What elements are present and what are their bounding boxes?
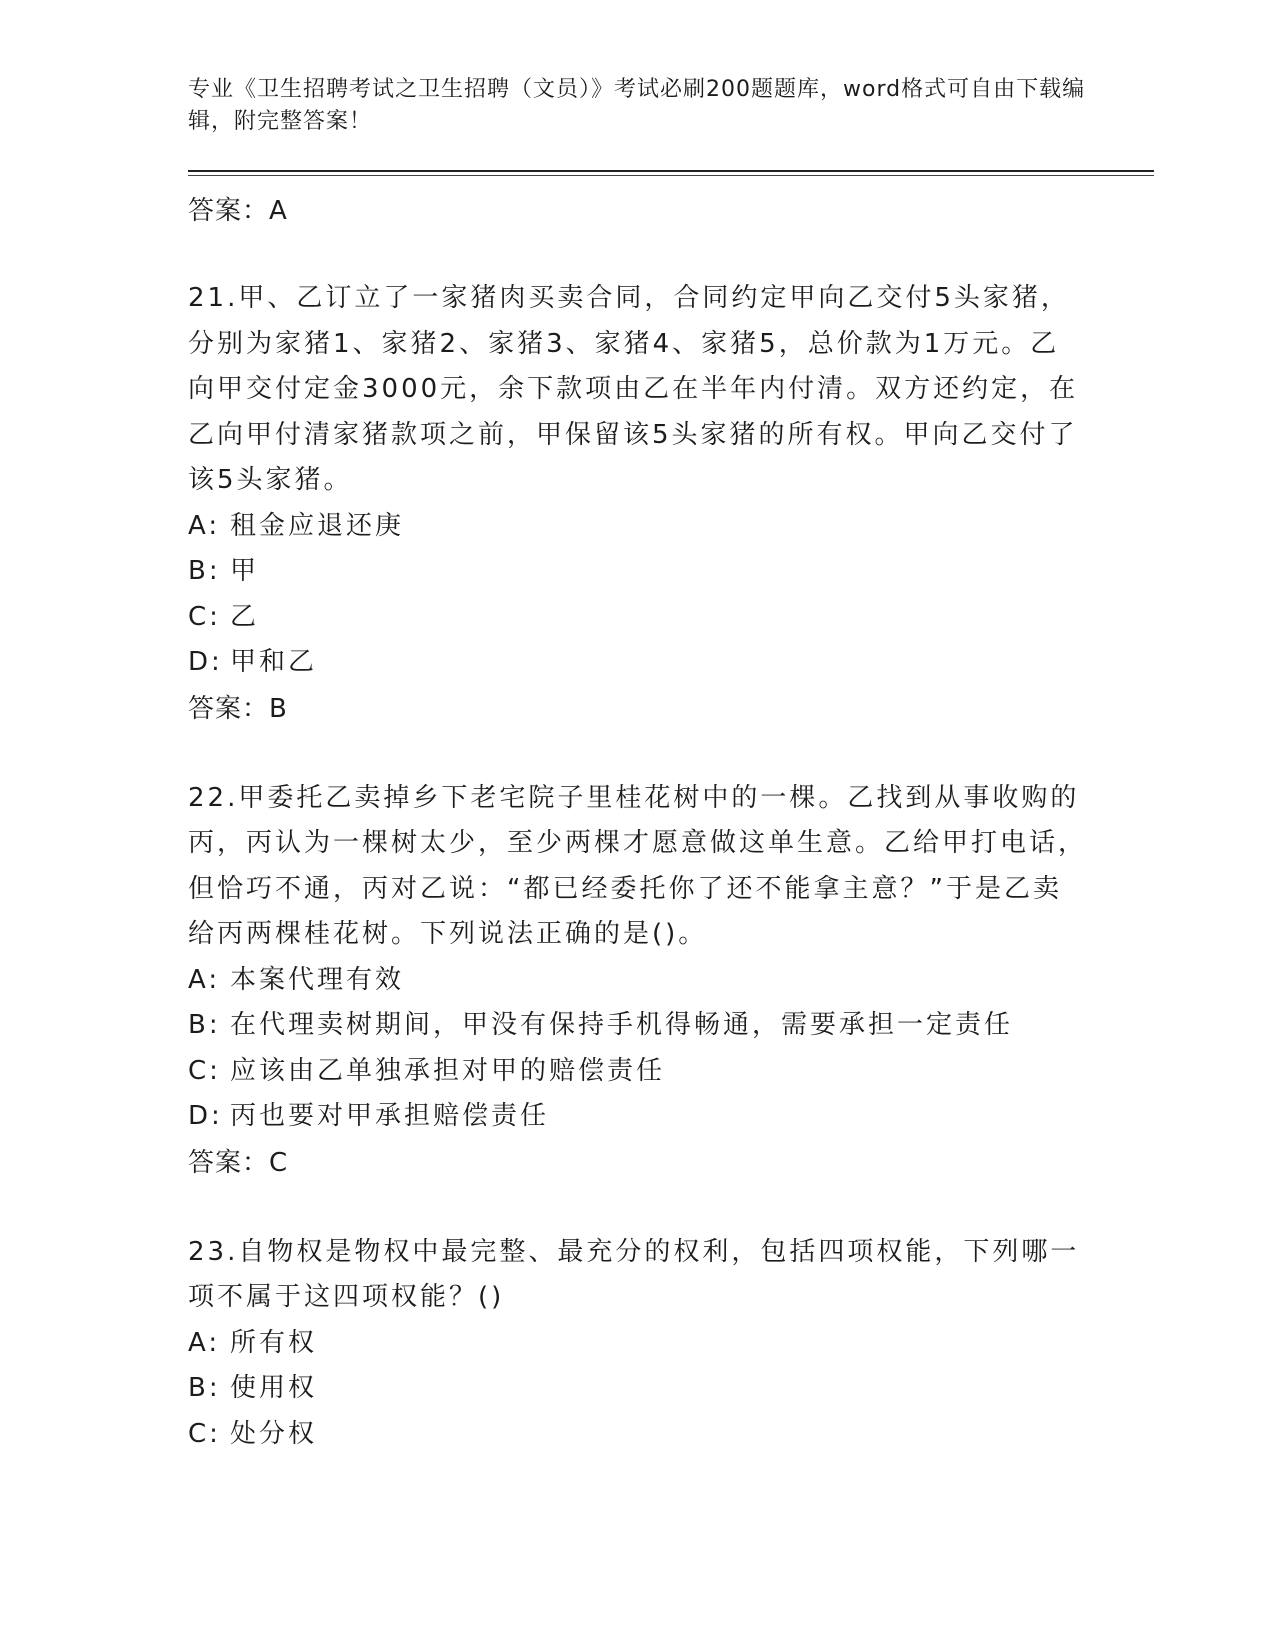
answer-label: 答案：B xyxy=(188,693,288,724)
option-text: 甲和乙 xyxy=(230,647,318,677)
option-b xyxy=(188,1366,1088,1412)
option-letter: B: xyxy=(188,1010,221,1040)
option-c xyxy=(188,1412,1088,1458)
option-letter: D: xyxy=(188,1101,223,1131)
option-b xyxy=(188,1003,1088,1049)
header-divider-thin xyxy=(188,175,1154,176)
option-text: 丙也要对甲承担赔偿责任 xyxy=(230,1101,550,1131)
option-text: 应该由乙单独承担对甲的赔偿责任 xyxy=(230,1055,666,1086)
option-d xyxy=(188,1094,1088,1140)
document-header-title: 专业《卫生招聘考试之卫生招聘（文员）》考试必刷200题题库，word格式可自由下载编辑，附完整答案！ xyxy=(188,77,1086,134)
option-text: 使用权 xyxy=(230,1373,318,1403)
option-a xyxy=(188,958,1088,1004)
question-stem: 22.甲委托乙卖掉乡下老宅院子里桂花树中的一棵。乙找到从事收购的丙，丙认为一棵树太少，至少两棵才愿意做这单生意。乙给甲打电话，但恰巧不通，丙对乙说：“都已经委托你了还不能拿主意？”于是乙卖给丙两棵桂花树。下列说法正确的是()。 xyxy=(188,782,1088,949)
answer-label: 答案：A xyxy=(188,196,288,226)
option-letter: A: xyxy=(188,1327,221,1358)
question-item xyxy=(188,776,1088,1186)
question-item xyxy=(188,1230,1088,1458)
option-letter: B: xyxy=(188,1373,221,1403)
option-letter: C: xyxy=(188,1055,221,1086)
question-stem: 21.甲、乙订立了一家猪肉买卖合同，合同约定甲向乙交付5头家猪，分别为家猪1、家猪2、家猪3、家猪4、家猪5，总价款为1万元。乙向甲交付定金3000元，余下款项由乙在半年内付清。双方还约定，在乙向甲付清家猪款项之前，甲保留该5头家猪的所有权。甲向乙交付了该5头家猪。 xyxy=(188,283,1079,495)
option-letter: B: xyxy=(188,556,221,586)
question-list xyxy=(188,188,1088,1457)
answer-label: 答案：C xyxy=(188,1147,289,1178)
option-b xyxy=(188,549,1088,595)
option-text: 本案代理有效 xyxy=(230,964,405,995)
option-letter: D: xyxy=(188,647,223,677)
option-text: 在代理卖树期间，甲没有保持手机得畅通，需要承担一定责任 xyxy=(230,1010,1014,1040)
option-a xyxy=(188,504,1088,550)
option-c xyxy=(188,595,1088,641)
option-letter: C: xyxy=(188,601,221,632)
option-text: 乙 xyxy=(230,601,260,632)
option-d xyxy=(188,640,1088,686)
header-divider-thick xyxy=(188,170,1154,172)
option-text: 租金应退还庚 xyxy=(230,510,405,541)
option-text: 甲 xyxy=(230,556,260,586)
option-letter: A: xyxy=(188,510,221,541)
option-c xyxy=(188,1049,1088,1095)
question-stem: 23.自物权是物权中最完整、最充分的权利，包括四项权能，下列哪一项不属于这四项权能？() xyxy=(188,1236,1080,1312)
option-a xyxy=(188,1321,1088,1367)
option-text: 所有权 xyxy=(230,1327,318,1358)
option-letter: C: xyxy=(188,1418,221,1449)
option-letter: A: xyxy=(188,964,221,995)
question-item xyxy=(188,276,1088,732)
option-text: 处分权 xyxy=(230,1418,318,1449)
